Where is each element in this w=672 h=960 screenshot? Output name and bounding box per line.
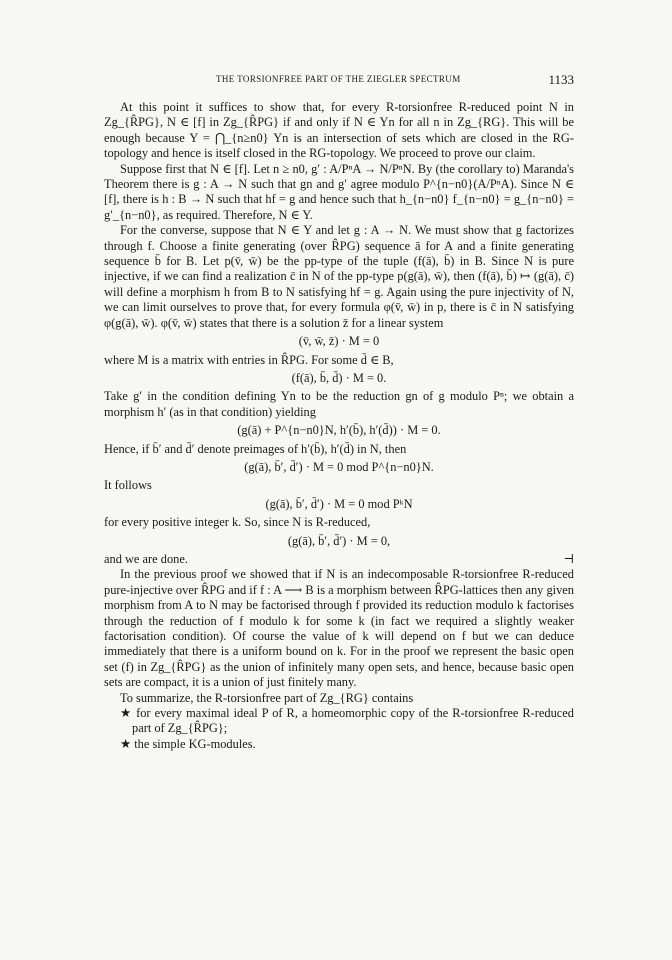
paragraph: Take g′ in the condition defining Yn to be the reduction gn of g modulo Pⁿ; we obtain a morphism h′ (as in that condition) yielding (104, 389, 574, 419)
paragraph: Hence, if b̄′ and d̄′ denote preimages of h′(b̄), h′(d̄) in N, then (104, 441, 407, 456)
paragraph: To summarize, the R-torsionfree part of Zg_{RG} contains (120, 690, 414, 705)
running-title: THE TORSIONFREE PART OF THE ZIEGLER SPECTRUM (216, 74, 461, 84)
list-item: ★ the simple KG-modules. (120, 736, 256, 751)
paragraph: In the previous proof we showed that if N is an indecomposable R-torsionfree R-reduced pure-injective over R̂PG and if f : A ⟶ B is a morphism between R̂PG-lattices then any given morphism from A to N may be factorised through f provided its reduction modulo k factorises through the reduction of f modulo k for some k (in fact we required a slightly weaker factorisation condition). Of course the value of k will depend on f but we can deduce immediately that there is a uniform bound on k. For in the proof we represent the basic open set (f) in Zg_{R̂PG} as the union of infinitely many open sets, and hence, because basic open sets are compact, it is a union of just finitely many. (104, 567, 574, 690)
paragraph: where M is a matrix with entries in R̂PG. For some d̄ ∈ B, (104, 352, 394, 367)
paragraph: At this point it suffices to show that, for every R-torsionfree R-reduced point N in Zg_{R̂PG}, N ∈ [f] in Zg_{R̂PG} if and only if N ∈ Yn for all n in Zg_{RG}. This will be enough because Y = ⋂_{n≥n0} Yn is an intersection of sets which are closed in the RG-topology and hence is itself closed in the RG-topology. We proceed to prove our claim. (104, 100, 574, 161)
equation: (g(ā) + P^{n−n0}N, h′(b̄), h′(d̄)) · M = 0. (237, 423, 441, 438)
paragraph: Suppose first that N ∈ [f]. Let n ≥ n0, g′ : A/PⁿA → N/PⁿN. By (the corollary to) Maranda's Theorem there is g : A → N such that gn and g′ agree modulo P^{n−n0}(A/PⁿA). Since N ∈ [f], there is h : B → N such that hf = g and hence such that h_{n−n0} f_{n−n0} = g_{n−n0} = g′_{n−n0}, as required. Therefore, N ∈ Y. (104, 161, 574, 222)
paragraph: for every positive integer k. So, since N is R-reduced, (104, 515, 371, 530)
equation: (g(ā), b̄′, d̄′) · M = 0 mod PᵏN (265, 496, 413, 511)
equation: (g(ā), b̄′, d̄′) · M = 0, (287, 533, 391, 548)
equation: (f(ā), b̄, d̄) · M = 0. (291, 370, 387, 385)
body-text (104, 100, 574, 752)
running-header (104, 74, 574, 90)
page-number: 1133 (548, 72, 574, 87)
paragraph: It follows (104, 478, 152, 493)
paragraph: and we are done. (104, 551, 188, 566)
equation: (v̄, w̄, z̄) · M = 0 (298, 334, 380, 349)
proof-end (104, 552, 574, 567)
equation: (g(ā), b̄′, d̄′) · M = 0 mod P^{n−n0}N. (244, 459, 434, 474)
list-item: ★ for every maximal ideal P of R, a homeomorphic copy of the R-torsionfree R-reduced part of Zg_{R̂PG}; (120, 706, 574, 736)
paragraph: For the converse, suppose that N ∈ Y and let g : A → N. We must show that g factorizes through f. Choose a finite generating (over R̂PG) sequence ā for A and a finite generating sequence b̄ for B. Let p(v̄, w̄) be the pp-type of the tuple (f(ā), b̄) in B. Since N is pure injective, if we can find a realization c̄ in N of the pp-type p(g(ā), w̄), then (f(ā), b̄) ↦ (g(ā), c̄) will define a morphism h from B to N satisfying hf = g. Again using the pure injectivity of N, we can limit ourselves to prove that, for every formula φ(v̄, w̄) in p, there is c̄ in N satisfying φ(g(ā), w̄). φ(v̄, w̄) states that there is a solution z̄ for a linear system (104, 223, 574, 330)
qed-symbol: ⊣ (563, 551, 574, 566)
